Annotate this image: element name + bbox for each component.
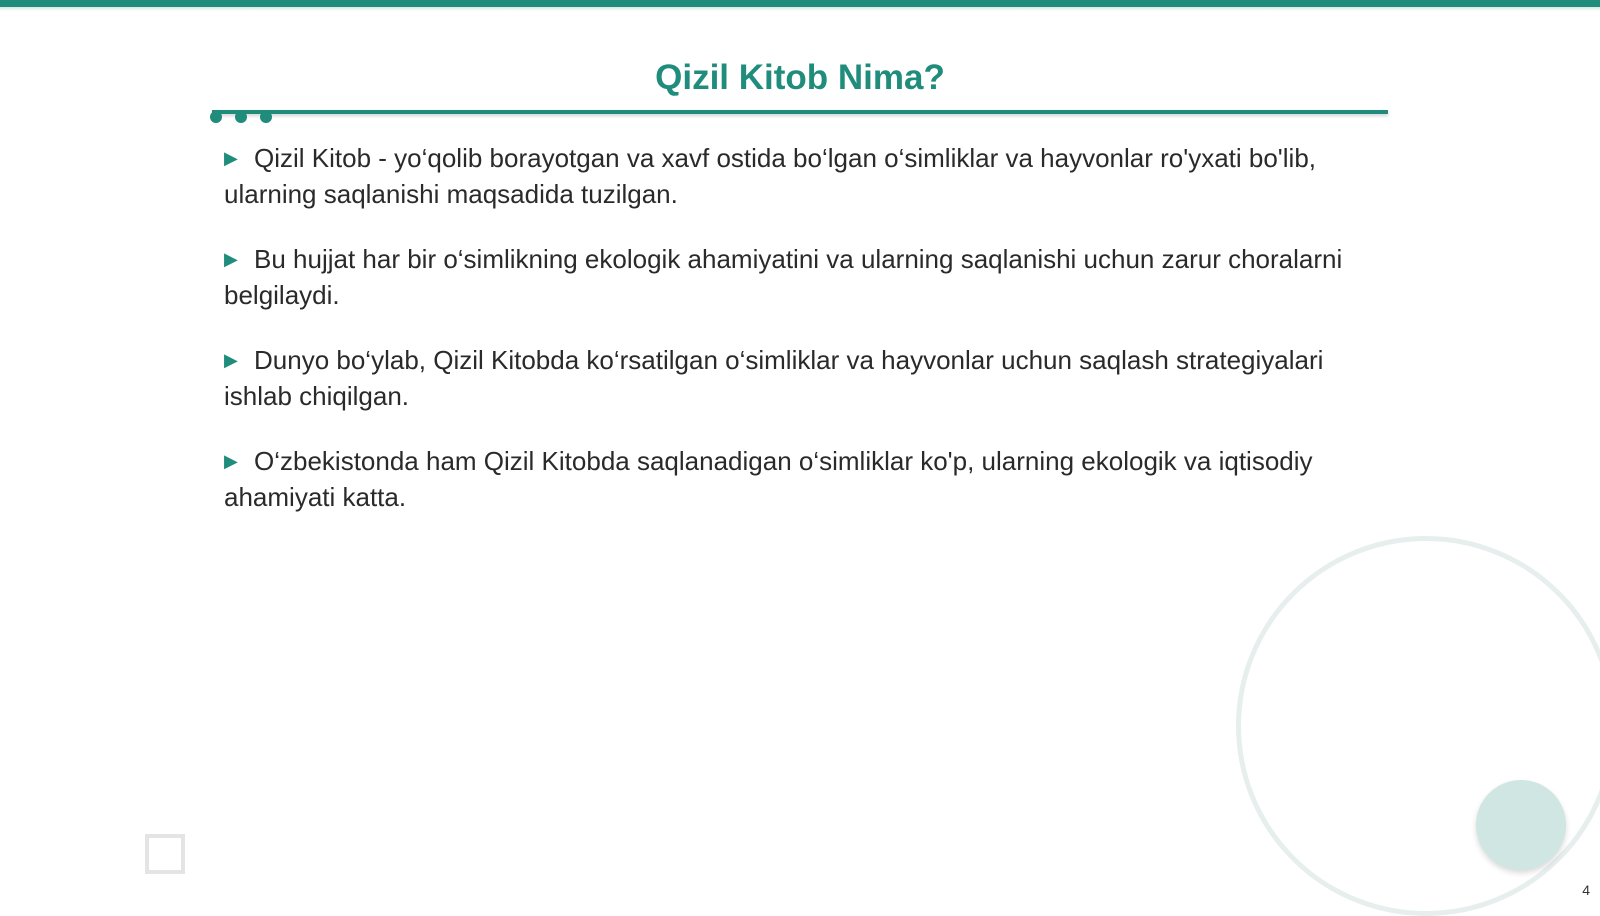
decorative-dot-2	[235, 111, 247, 123]
bullet-item	[224, 241, 1384, 313]
bullet-item	[224, 443, 1384, 515]
bullet-text: Qizil Kitob - yo‘qolib borayotgan va xavf ostida bo‘lgan o‘simliklar va hayvonlar ro'yxati bo'lib, ularning saqlanishi maqsadida tuzilgan.	[224, 143, 1317, 209]
triangle-right-icon: ▶	[224, 249, 238, 269]
page-number: 4	[1582, 882, 1590, 898]
decorative-dot-3	[260, 111, 272, 123]
triangle-right-icon: ▶	[224, 451, 238, 471]
triangle-right-icon: ▶	[224, 148, 238, 168]
slide-title: Qizil Kitob Nima?	[655, 58, 945, 97]
title-underline	[212, 110, 1388, 114]
bullet-item	[224, 342, 1384, 414]
bullet-item	[224, 140, 1384, 212]
bullet-text: Bu hujjat har bir o‘simlikning ekologik ahamiyatini va ularning saqlanishi uchun zarur choralarni belgilaydi.	[224, 244, 1343, 310]
decorative-square	[145, 834, 185, 874]
decorative-dot-1	[210, 111, 222, 123]
top-accent-bar	[0, 0, 1600, 7]
bullet-list	[224, 140, 1384, 544]
triangle-right-icon: ▶	[224, 350, 238, 370]
decorative-circle	[1476, 780, 1566, 870]
top-accent-bar-shadow	[0, 7, 1600, 11]
bullet-text: O‘zbekistonda ham Qizil Kitobda saqlanadigan o‘simliklar ko'p, ularning ekologik va iqtisodiy ahamiyati katta.	[224, 446, 1313, 512]
bullet-text: Dunyo bo‘ylab, Qizil Kitobda ko‘rsatilgan o‘simliklar va hayvonlar uchun saqlash strategiyalari ishlab chiqilgan.	[224, 345, 1324, 411]
